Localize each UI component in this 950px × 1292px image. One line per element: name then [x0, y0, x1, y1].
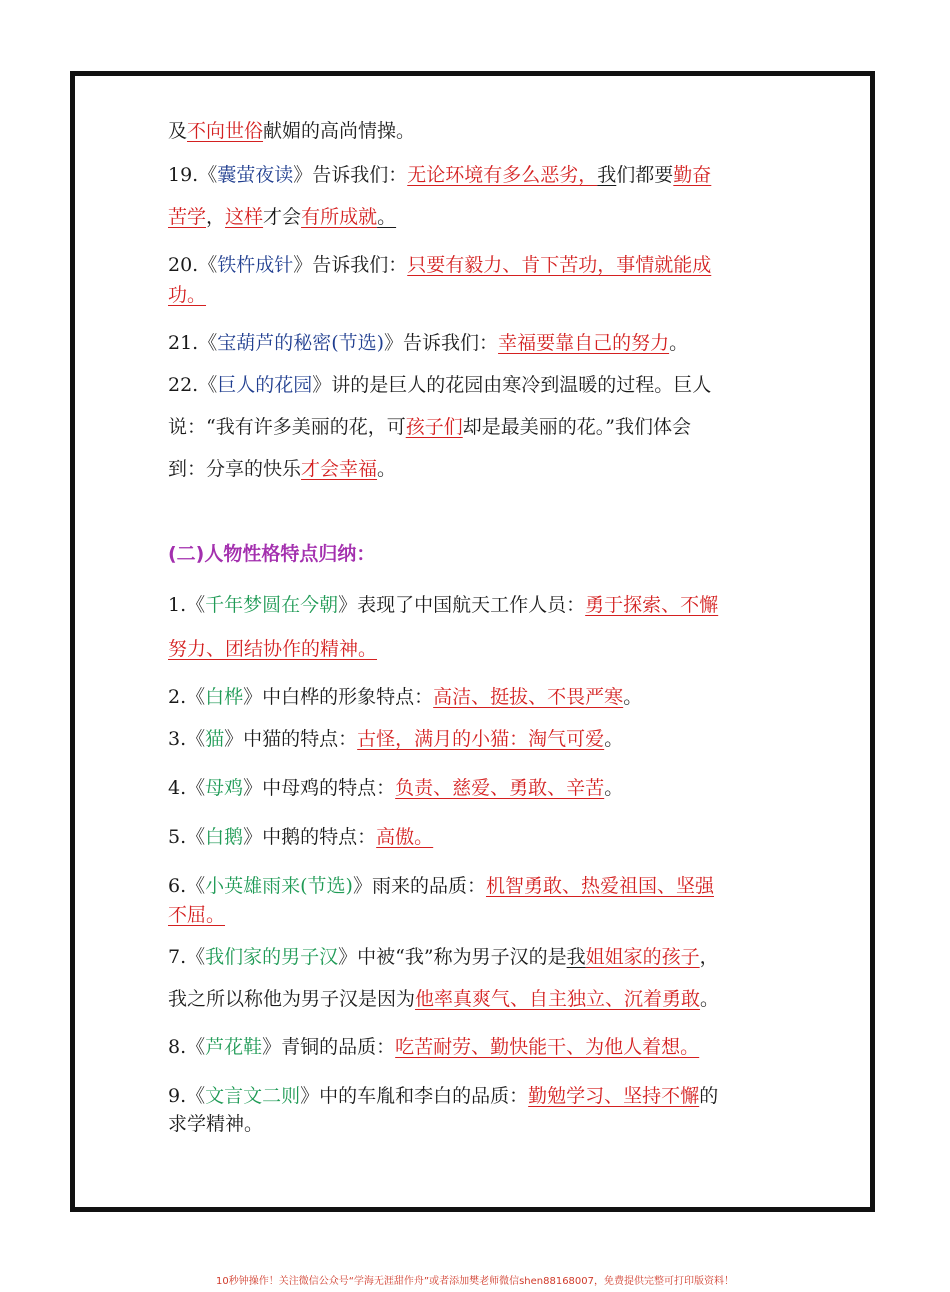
lesson-title: 巨人的花园 — [217, 374, 313, 396]
lesson-title: 白鹅 — [205, 826, 244, 848]
item-number: 1.《 — [168, 594, 206, 616]
lesson-title: 囊萤夜读 — [217, 164, 294, 186]
text-line — [168, 1111, 263, 1137]
plain-text: 却是最美丽的花。”我们体会 — [462, 416, 691, 438]
lesson-title: 宝葫芦的秘密(节选) — [217, 332, 385, 354]
item-22 — [168, 372, 711, 398]
lesson-title: 母鸡 — [205, 777, 244, 799]
plain-text: 才会 — [263, 206, 302, 228]
lesson-title: 猫 — [205, 728, 225, 750]
plain-text: 到：分享的快乐 — [168, 458, 302, 480]
answer-text: 机智勇敢、热爱祖国、坚强 — [485, 875, 714, 897]
lesson-title: 铁杵成针 — [217, 254, 294, 276]
text-line — [168, 986, 719, 1012]
item-number: 4.《 — [168, 777, 206, 799]
item-number: 19.《 — [168, 164, 218, 186]
answer-text: 勇于探索、不懈 — [585, 594, 719, 616]
answer-text: 这样 — [225, 206, 264, 228]
plain-text: 》讲的是巨人的花园由寒冷到温暖的过程。巨人 — [312, 374, 712, 396]
plain-text: 》告诉我们： — [384, 332, 499, 354]
answer-text: 不向世俗 — [187, 120, 264, 142]
trait-item-8 — [168, 1034, 699, 1060]
answer-text: 才会幸福 — [301, 458, 378, 480]
plain-text: 我 — [597, 164, 617, 186]
plain-text: 》中母鸡的特点： — [243, 777, 396, 799]
plain-text: 献媚的高尚情操。 — [263, 120, 416, 142]
plain-text: 》中鹅的特点： — [243, 826, 377, 848]
text-line — [168, 204, 396, 230]
answer-text: 苦学 — [168, 206, 207, 228]
lesson-title: 我们家的男子汉 — [205, 946, 339, 968]
trait-item-5 — [168, 824, 433, 850]
plain-text: 》表现了中国航天工作人员： — [338, 594, 586, 616]
item-number: 5.《 — [168, 826, 206, 848]
plain-text: 》雨来的品质： — [352, 875, 486, 897]
item-21 — [168, 330, 688, 356]
item-number: 20.《 — [168, 254, 218, 276]
answer-text: 孩子们 — [405, 416, 463, 438]
answer-text: 勤奋 — [673, 164, 712, 186]
lesson-title: 小英雄雨来(节选) — [205, 875, 353, 897]
plain-text: 。 — [377, 458, 397, 480]
plain-text: ， — [699, 946, 719, 968]
plain-text: 》中白桦的形象特点： — [243, 686, 434, 708]
plain-text: 》告诉我们： — [293, 164, 408, 186]
plain-text: 》中被“我”称为男子汉的是 — [338, 946, 567, 968]
lesson-title: 白桦 — [205, 686, 244, 708]
plain-text: 的 — [699, 1085, 719, 1107]
item-number: 2.《 — [168, 686, 206, 708]
answer-text: 幸福要靠自己的努力 — [498, 332, 670, 354]
answer-text: 有所成就 — [301, 206, 378, 228]
trait-item-7 — [168, 944, 719, 970]
item-number: 21.《 — [168, 332, 218, 354]
plain-text: 。 — [377, 206, 397, 228]
lesson-title: 芦花鞋 — [205, 1036, 263, 1058]
text-line — [168, 456, 396, 482]
answer-text: 无论环境有多么恶劣， — [407, 164, 598, 186]
trait-item-1 — [168, 592, 718, 618]
trait-item-6 — [168, 873, 714, 899]
plain-text: 说：“我有许多美丽的花，可 — [168, 416, 406, 438]
plain-text: 。 — [623, 686, 643, 708]
item-number: 7.《 — [168, 946, 206, 968]
answer-text: 高傲。 — [376, 826, 434, 848]
item-number: 22.《 — [168, 374, 218, 396]
plain-text: 。 — [604, 728, 624, 750]
text-line — [168, 902, 225, 928]
trait-item-9 — [168, 1083, 718, 1109]
plain-text: 我之所以称他为男子汉是因为 — [168, 988, 416, 1010]
plain-text: 。 — [700, 988, 720, 1010]
plain-text: 我 — [566, 946, 586, 968]
lesson-title: 千年梦圆在今朝 — [205, 594, 339, 616]
trait-item-2 — [168, 684, 642, 710]
item-20 — [168, 252, 711, 278]
plain-text: 》青铜的品质： — [262, 1036, 396, 1058]
answer-text: 负责、慈爱、勇敢、辛苦 — [395, 777, 605, 799]
answer-text: 吃苦耐劳、勤快能干、为他人着想。 — [395, 1036, 700, 1058]
item-number: 8.《 — [168, 1036, 206, 1058]
trait-item-4 — [168, 775, 623, 801]
section-heading: (二)人物性格特点归纳： — [168, 543, 376, 565]
answer-text: 他率真爽气、自主独立、沉着勇敢 — [415, 988, 701, 1010]
item-number: 9.《 — [168, 1085, 206, 1107]
plain-text: 求学精神。 — [168, 1113, 264, 1135]
answer-text: 姐姐家的孩子 — [585, 946, 700, 968]
answer-text: 功。 — [168, 284, 207, 306]
footer-notice: 10秒钟操作！关注微信公众号“学海无涯甜作舟”或者添加樊老师微信shen88168007，免费提供完整可打印版资料！ — [215, 1276, 735, 1287]
plain-text: ， — [206, 206, 226, 228]
text-line — [168, 282, 206, 308]
plain-text: 》中的车胤和李白的品质： — [300, 1085, 529, 1107]
plain-text: 》中猫的特点： — [224, 728, 358, 750]
text-line — [168, 414, 691, 440]
answer-text: 只要有毅力、肯下苦功，事情就能成 — [407, 254, 712, 276]
plain-text: 及 — [168, 120, 188, 142]
item-19 — [168, 162, 711, 188]
answer-text: 高洁、挺拔、不畏严寒 — [433, 686, 624, 708]
text-line — [168, 636, 377, 662]
plain-text: 。 — [604, 777, 624, 799]
trait-item-3 — [168, 726, 623, 752]
item-number: 3.《 — [168, 728, 206, 750]
lesson-title: 文言文二则 — [205, 1085, 301, 1107]
answer-text: 勤勉学习、坚持不懈 — [528, 1085, 700, 1107]
item-number: 6.《 — [168, 875, 206, 897]
plain-text: 》告诉我们： — [293, 254, 408, 276]
plain-text: 们都要 — [616, 164, 674, 186]
answer-text: 古怪，满月的小猫：淘气可爱 — [357, 728, 605, 750]
text-line — [168, 118, 415, 144]
plain-text: 。 — [669, 332, 689, 354]
answer-text: 努力、团结协作的精神。 — [168, 638, 378, 660]
answer-text: 不屈。 — [168, 904, 226, 926]
